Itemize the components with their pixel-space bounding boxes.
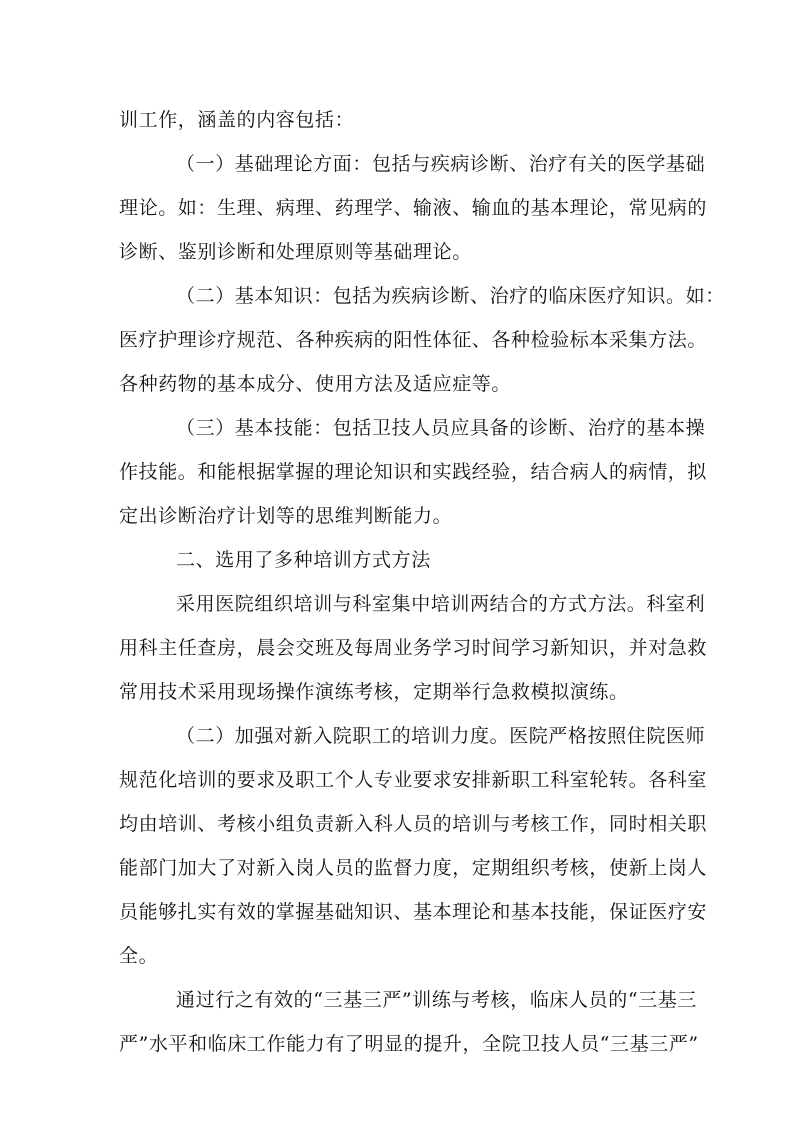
text-line: 理论。如：生理、病理、药理学、输液、输血的基本理论，常见病的 — [119, 197, 708, 219]
text-line: 训工作，涵盖的内容包括： — [119, 109, 355, 131]
text-line: （一）基础理论方面：包括与疾病诊断、治疗有关的医学基础 — [176, 153, 706, 175]
text-line: 能部门加大了对新入岗人员的监督力度，定期组织考核，使新上岗人 — [119, 857, 708, 879]
text-line: 规范化培训的要求及职工个人专业要求安排新职工科室轮转。各科室 — [119, 769, 708, 791]
text-line: 常用技术采用现场操作演练考核，定期举行急救模拟演练。 — [119, 681, 629, 703]
text-line: 作技能。和能根据掌握的理论知识和实践经验，结合病人的病情，拟 — [119, 461, 708, 483]
text-line: （三）基本技能：包括卫技人员应具备的诊断、治疗的基本操 — [176, 417, 706, 439]
text-line: 各种药物的基本成分、使用方法及适应症等。 — [119, 373, 512, 395]
text-line: （二）基本知识：包括为疾病诊断、治疗的临床医疗知识。如： — [176, 285, 725, 307]
text-line: 全。 — [119, 945, 159, 967]
text-line: 员能够扎实有效的掌握基础知识、基本理论和基本技能，保证医疗安 — [119, 901, 708, 923]
text-line: 用科主任查房，晨会交班及每周业务学习时间学习新知识，并对急救 — [119, 637, 708, 659]
text-line: 均由培训、考核小组负责新入科人员的培训与考核工作，同时相关职 — [119, 813, 708, 835]
text-line: 采用医院组织培训与科室集中培训两结合的方式方法。科室利 — [176, 593, 706, 615]
text-line: （二）加强对新入院职工的培训力度。医院严格按照住院医师 — [176, 725, 706, 747]
section-heading: 二、选用了多种培训方式方法 — [176, 549, 431, 571]
text-line: 通过行之有效的“三基三严”训练与考核，临床人员的“三基三 — [176, 989, 697, 1011]
text-line: 定出诊断治疗计划等的思维判断能力。 — [119, 505, 453, 527]
text-line: 严”水平和临床工作能力有了明显的提升，全院卫技人员“三基三严” — [119, 1033, 699, 1055]
text-line: 诊断、鉴别诊断和处理原则等基础理论。 — [119, 241, 472, 263]
text-line: 医疗护理诊疗规范、各种疾病的阳性体征、各种检验标本采集方法。 — [119, 329, 708, 351]
